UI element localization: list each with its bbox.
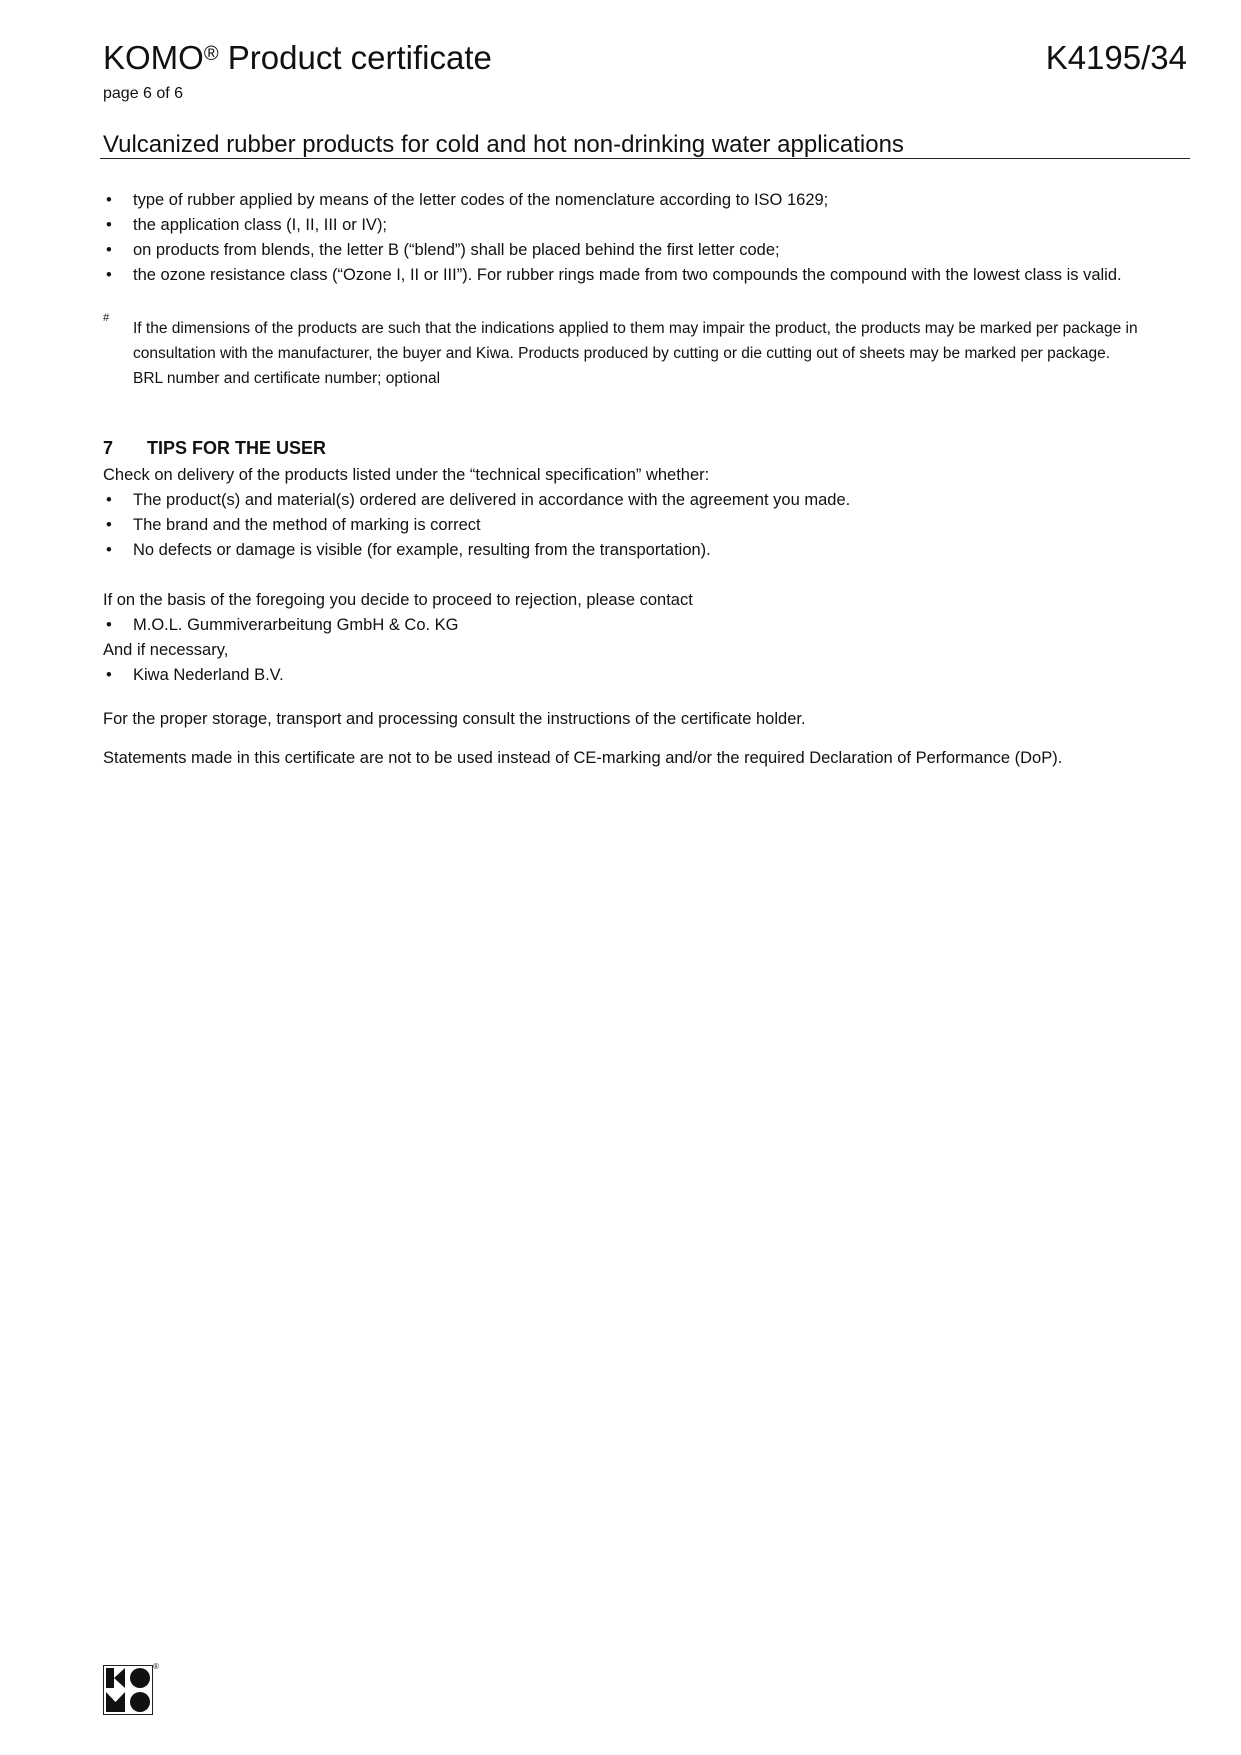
komo-logo-icon xyxy=(103,1665,153,1715)
list-item: • The product(s) and material(s) ordered are delivered in accordance with the agreement you made. xyxy=(103,488,850,513)
check-intro-text: Check on delivery of the products listed under the “technical specification” whether: xyxy=(103,466,710,484)
section-heading xyxy=(103,436,326,461)
list-item: • M.O.L. Gummiverarbeitung GmbH & Co. KG xyxy=(103,613,459,638)
footnote-text: If the dimensions of the products are such that the indications applied to them may impair the product, the products may be marked per package in consultation with the manufacturer, the buyer and Kiwa. Products produced by cutting or die cutting out of sheets may be marked per package. BRL number and certificate number; optional xyxy=(133,320,1138,387)
bullet-icon: • xyxy=(106,491,112,509)
contact-list-primary xyxy=(103,613,459,638)
bullet-icon: • xyxy=(106,516,112,534)
page-number: page 6 of 6 xyxy=(103,85,184,102)
list-item: • Kiwa Nederland B.V. xyxy=(103,663,284,688)
certificate-number: K4195/34 xyxy=(1045,39,1187,76)
bullet-icon: • xyxy=(106,266,112,284)
list-item: • type of rubber applied by means of the letter codes of the nomenclature according to ISO 1629; xyxy=(103,188,1122,213)
list-item: • the ozone resistance class (“Ozone I, II or III”). For rubber rings made from two compounds the compound with the lowest class is valid. xyxy=(103,263,1122,288)
subtitle-divider xyxy=(100,158,1190,159)
check-list xyxy=(103,488,850,563)
marking-list xyxy=(103,188,1122,288)
statements-disclaimer-text: Statements made in this certificate are not to be used instead of CE-marking and/or the required Declaration of Performance (DoP). xyxy=(103,749,1063,767)
title-registered-mark: ® xyxy=(203,43,219,65)
bullet-icon: • xyxy=(106,666,112,684)
footnote-block xyxy=(103,312,1193,391)
contact-list-secondary xyxy=(103,663,284,688)
rejection-intro-text: If on the basis of the foregoing you decide to proceed to rejection, please contact xyxy=(103,591,693,609)
title-product-certificate: Product certificate xyxy=(218,39,492,76)
list-item: • The brand and the method of marking is correct xyxy=(103,513,850,538)
logo-registered-mark: ® xyxy=(153,1662,159,1671)
bullet-icon: • xyxy=(106,241,112,259)
page-title xyxy=(103,36,492,80)
if-necessary-text: And if necessary, xyxy=(103,641,229,659)
storage-instructions-text: For the proper storage, transport and processing consult the instructions of the certificate holder. xyxy=(103,710,806,728)
title-komo: KOMO xyxy=(103,39,204,76)
list-item: • No defects or damage is visible (for example, resulting from the transportation). xyxy=(103,538,850,563)
bullet-icon: • xyxy=(106,616,112,634)
document-subtitle: Vulcanized rubber products for cold and hot non-drinking water applications xyxy=(103,131,904,158)
bullet-icon: • xyxy=(106,191,112,209)
section-title: TIPS FOR THE USER xyxy=(147,438,327,458)
bullet-icon: • xyxy=(106,216,112,234)
list-item: • the application class (I, II, III or IV); xyxy=(103,213,1122,238)
section-number: 7 xyxy=(103,438,114,458)
footnote-marker: # xyxy=(103,312,110,324)
list-item: • on products from blends, the letter B (“blend”) shall be placed behind the first letter code; xyxy=(103,238,1122,263)
bullet-icon: • xyxy=(106,541,112,559)
